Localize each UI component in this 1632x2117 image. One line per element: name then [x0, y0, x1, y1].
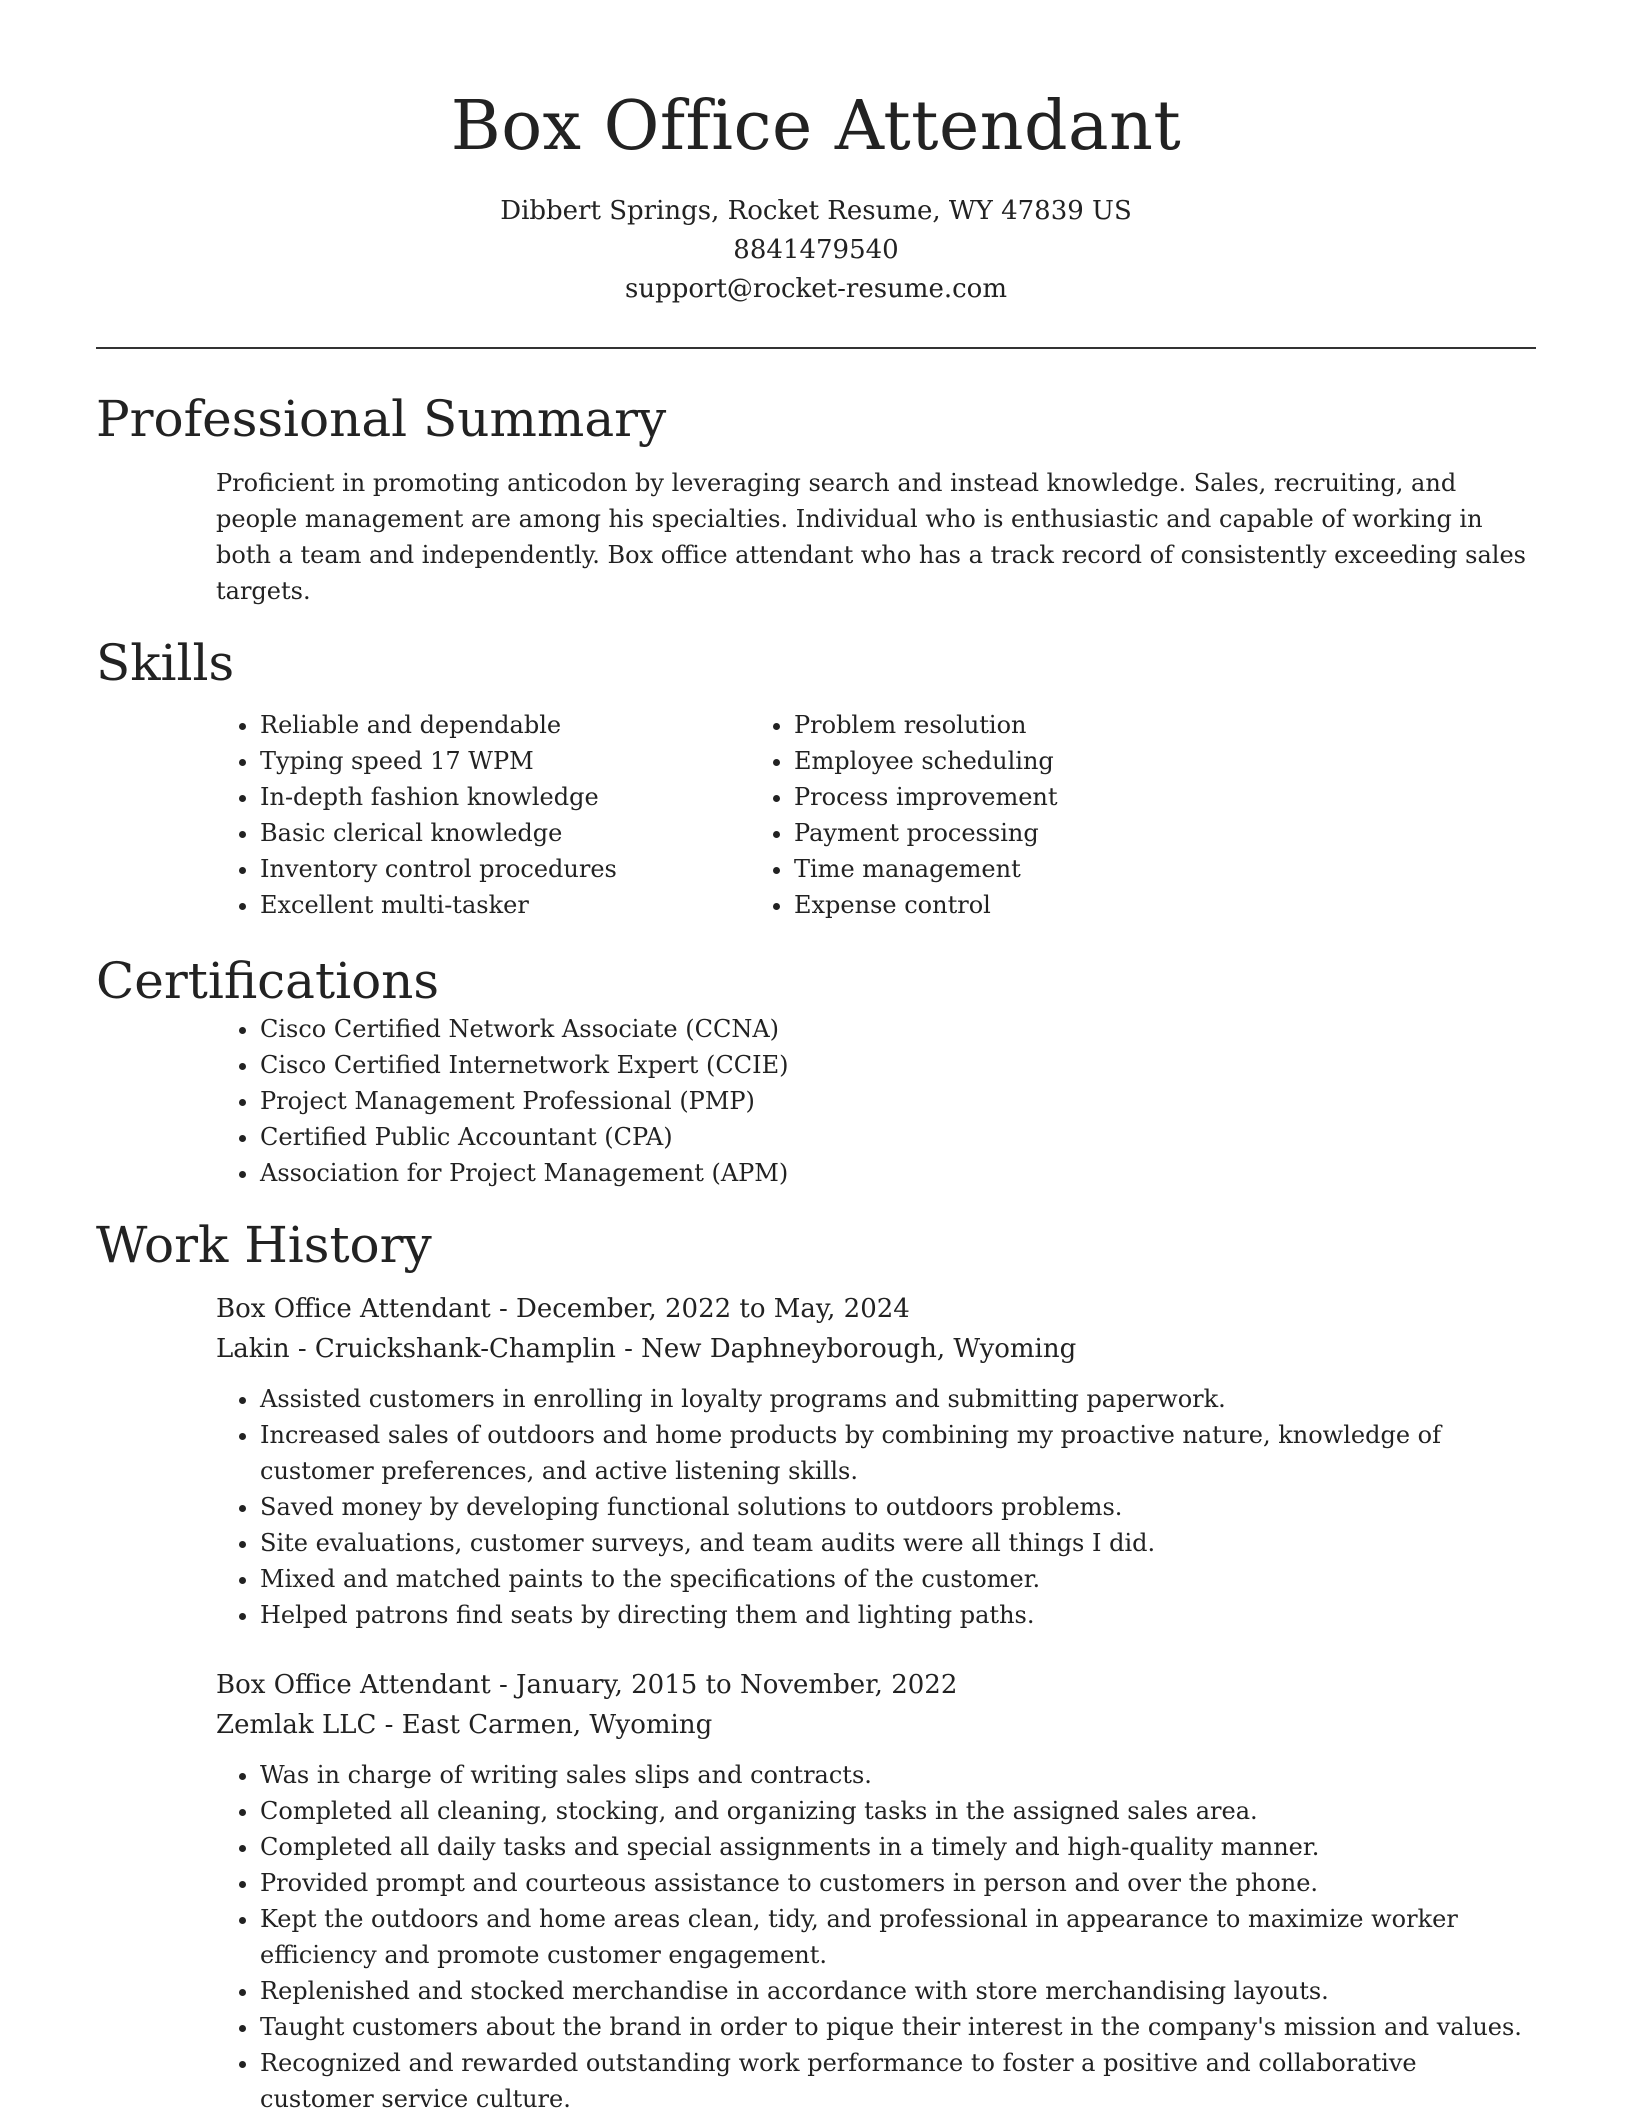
professional-summary-section	[96, 389, 1536, 609]
job-dates: December, 2022 to May, 2024	[516, 1294, 910, 1324]
job-bullet-list	[216, 1757, 1536, 2117]
job-company-line	[216, 1705, 1536, 1745]
separator: -	[376, 1710, 402, 1740]
job-bullet: • Recognized and rewarded outstanding work performance to foster a positive and collaborative customer service culture.	[260, 2045, 1536, 2117]
job-bullet: • Taught customers about the brand in order to pique their interest in the company's mission and values.	[260, 2009, 1536, 2045]
job-bullet: • Completed all cleaning, stocking, and organizing tasks in the assigned sales area.	[260, 1793, 1536, 1829]
section-title-work-history: Work History	[96, 1216, 432, 1274]
skill-item: • Time management	[794, 851, 1058, 887]
contact-block	[96, 192, 1536, 309]
skills-list-left	[96, 707, 746, 923]
resume-page	[96, 0, 1536, 2117]
section-title-skills: Skills	[96, 634, 235, 692]
job-title-line	[216, 1289, 1536, 1329]
job-dates: January, 2015 to November, 2022	[516, 1670, 958, 1700]
certification-item: • Cisco Certified Network Associate (CCNA)	[260, 1011, 1536, 1047]
skill-item: • In-depth fashion knowledge	[260, 779, 746, 815]
job-bullet: • Mixed and matched paints to the specifications of the customer.	[260, 1561, 1536, 1597]
separator: -	[490, 1670, 517, 1700]
job-bullet: • Kept the outdoors and home areas clean, tidy, and professional in appearance to maximize worker efficiency and promote customer engagement.	[260, 1901, 1536, 1973]
certification-item: • Association for Project Management (APM)	[260, 1155, 1536, 1191]
job-bullet: • Replenished and stocked merchandise in accordance with store merchandising layouts.	[260, 1973, 1536, 2009]
address: Dibbert Springs, Rocket Resume, WY 47839 US	[500, 196, 1132, 226]
certifications-list	[96, 1011, 1536, 1191]
summary-text: Proficient in promoting anticodon by leveraging search and instead knowledge. Sales, recruiting, and people management are among his specialties. Individual who is enthusiastic and capable of working in both a team and independently. Box office attendant who has a track record of consistently exceeding sales targets.	[216, 469, 1526, 605]
job-bullet: • Site evaluations, customer surveys, and team audits were all things I did.	[260, 1525, 1536, 1561]
job-company: Lakin - Cruickshank-Champlin	[216, 1334, 616, 1364]
skill-item: • Employee scheduling	[794, 743, 1058, 779]
section-title-summary: Professional Summary	[96, 390, 667, 448]
job-bullet: • Increased sales of outdoors and home products by combining my proactive nature, knowledge of customer preferences, and active listening skills.	[260, 1417, 1536, 1489]
header-divider	[96, 347, 1536, 349]
job-bullet: • Provided prompt and courteous assistance to customers in person and over the phone.	[260, 1865, 1536, 1901]
skill-item: • Excellent multi-tasker	[260, 887, 746, 923]
job-entry	[216, 1665, 1536, 2117]
job-title-line	[216, 1665, 1536, 1705]
skill-item: • Typing speed 17 WPM	[260, 743, 746, 779]
job-company: Zemlak LLC	[216, 1710, 377, 1740]
skills-list-right	[746, 707, 1058, 923]
resume-header	[96, 0, 1536, 309]
skills-section	[96, 633, 1536, 923]
candidate-name: Box Office Attendant	[450, 87, 1182, 166]
certification-item: • Cisco Certified Internetwork Expert (CCIE)	[260, 1047, 1536, 1083]
skill-item: • Basic clerical knowledge	[260, 815, 746, 851]
job-bullet: • Assisted customers in enrolling in loyalty programs and submitting paperwork.	[260, 1381, 1536, 1417]
job-role: Box Office Attendant	[216, 1670, 491, 1700]
email-address: support@rocket-resume.com	[624, 274, 1007, 304]
separator: -	[490, 1294, 517, 1324]
skill-item: • Inventory control procedures	[260, 851, 746, 887]
job-entry	[216, 1289, 1536, 1633]
skill-item: • Process improvement	[794, 779, 1058, 815]
job-location: East Carmen, Wyoming	[401, 1710, 713, 1740]
phone-number: 8841479540	[733, 235, 899, 265]
skills-columns	[96, 707, 1536, 923]
certifications-section	[96, 951, 1536, 1191]
job-bullet: • Completed all daily tasks and special assignments in a timely and high-quality manner.	[260, 1829, 1536, 1865]
job-bullet: • Helped patrons find seats by directing them and lighting paths.	[260, 1597, 1536, 1633]
job-location: New Daphneyborough, Wyoming	[641, 1334, 1077, 1364]
job-company-line	[216, 1329, 1536, 1369]
separator: -	[615, 1334, 642, 1364]
skill-item: • Reliable and dependable	[260, 707, 746, 743]
skill-item: • Expense control	[794, 887, 1058, 923]
job-bullet: • Was in charge of writing sales slips and contracts.	[260, 1757, 1536, 1793]
certification-item: • Project Management Professional (PMP)	[260, 1083, 1536, 1119]
skill-item: • Payment processing	[794, 815, 1058, 851]
skill-item: • Problem resolution	[794, 707, 1058, 743]
job-bullet-list	[216, 1381, 1536, 1633]
job-bullet: • Saved money by developing functional solutions to outdoors problems.	[260, 1489, 1536, 1525]
job-role: Box Office Attendant	[216, 1294, 491, 1324]
section-title-certifications: Certifications	[96, 952, 440, 1010]
certification-item: • Certified Public Accountant (CPA)	[260, 1119, 1536, 1155]
work-history-section	[96, 1215, 1536, 2117]
